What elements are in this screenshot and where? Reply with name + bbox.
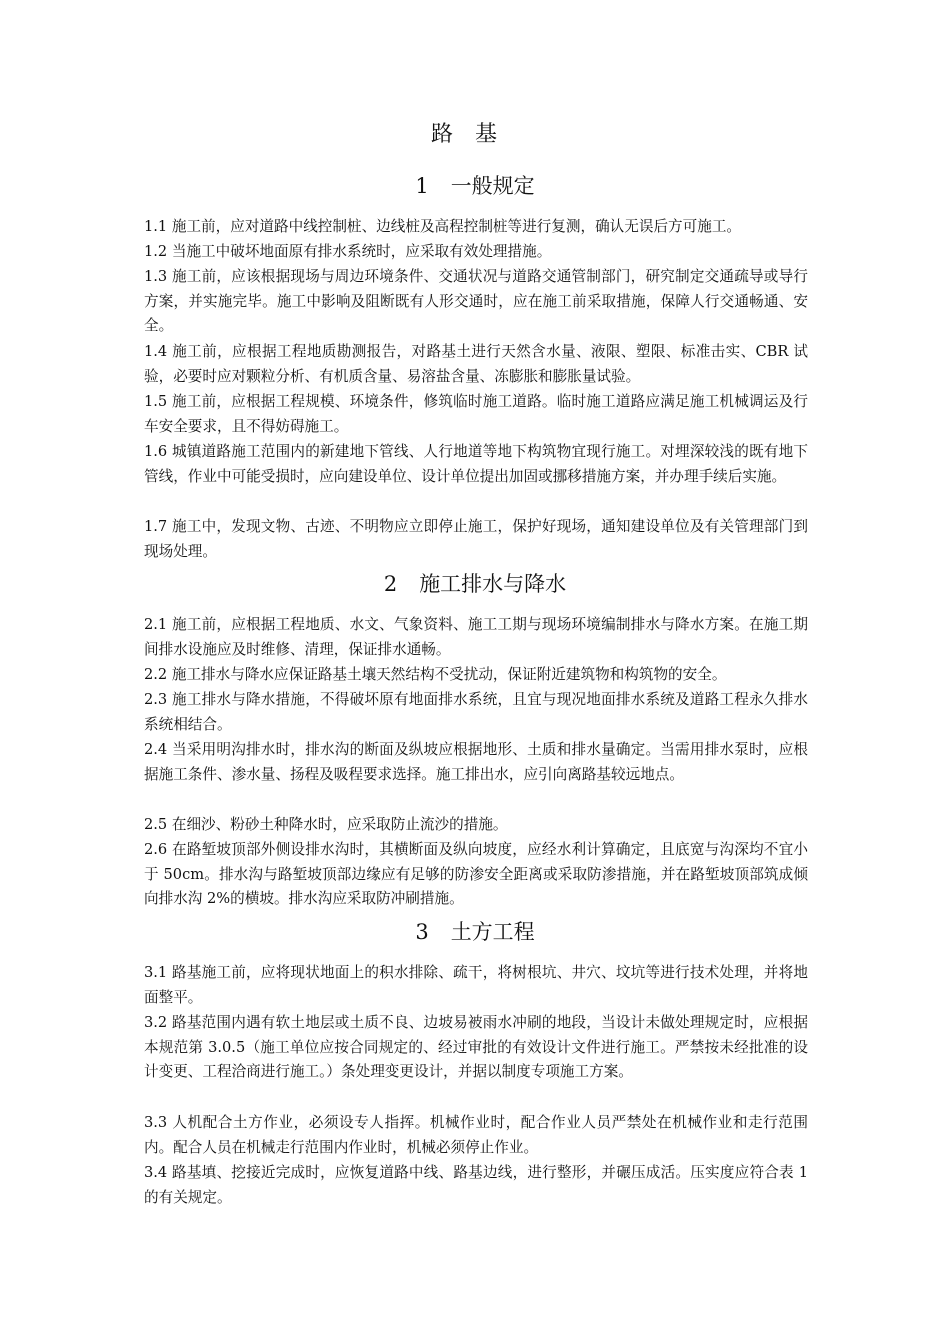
paragraph-1-2: 1.2 当施工中破坏地面原有排水系统时，应采取有效处理措施。 — [144, 243, 552, 260]
paragraph-2-5: 2.5 在细沙、粉砂土种降水时，应采取防止流沙的措施。 — [144, 816, 508, 833]
paragraph-1-6: 1.6 城镇道路施工范围内的新建地下管线、人行地道等地下构筑物宜现行施工。对埋深较浅的既有地下管线，作业中可能受损时，应向建设单位、设计单位提出加固或挪移措施方案，并办理手续后实施。 — [144, 443, 808, 485]
paragraph-3-4: 3.4 路基填、挖接近完成时，应恢复道路中线、路基边线，进行整形，并碾压成活。压实度应符合表 1 的有关规定。 — [144, 1164, 808, 1206]
paragraph-2-6: 2.6 在路堑坡顶部外侧设排水沟时，其横断面及纵向坡度，应经水利计算确定，且底宽与沟深均不宜小于 50cm。排水沟与路堑坡顶部边缘应有足够的防渗安全距离或采取防渗措施，并在路堑坡顶部筑成倾向排水沟 2%的横坡。排水沟应采取防冲刷措施。 — [144, 841, 808, 908]
page-title: 路基 — [430, 122, 519, 147]
section-number: 2 — [383, 572, 398, 596]
section-title: 一般规定 — [450, 174, 535, 198]
paragraph-1-3: 1.3 施工前，应该根据现场与周边环境条件、交通状况与道路交通管制部门，研究制定交通疏导或导行方案，并实施完毕。施工中影响及阻断既有人形交通时，应在施工前采取措施，保障人行交通畅通、安全。 — [144, 268, 808, 335]
paragraph-2-3: 2.3 施工排水与降水措施，不得破坏原有地面排水系统，且宜与现况地面排水系统及道路工程永久排水系统相结合。 — [144, 691, 808, 733]
section-heading-2 — [0, 570, 950, 598]
section-number: 1 — [415, 174, 429, 198]
paragraph-3-1: 3.1 路基施工前，应将现状地面上的积水排除、疏干，将树根坑、井穴、坟坑等进行技术处理，并将地面整平。 — [144, 964, 808, 1006]
paragraph-1-5: 1.5 施工前，应根据工程规模、环境条件，修筑临时施工道路。临时施工道路应满足施工机械调运及行车安全要求，且不得妨碍施工。 — [144, 393, 808, 435]
paragraph-2-1: 2.1 施工前，应根据工程地质、水文、气象资料、施工工期与现场环境编制排水与降水方案。在施工期间排水设施应及时维修、清理，保证排水通畅。 — [144, 616, 808, 658]
paragraph-1-1: 1.1 施工前，应对道路中线控制桩、边线桩及高程控制桩等进行复测，确认无误后方可施工。 — [144, 218, 742, 235]
section-number: 3 — [415, 920, 429, 944]
paragraph-3-3: 3.3 人机配合土方作业，必须设专人指挥。机械作业时，配合作业人员严禁处在机械作业和走行范围内。配合人员在机械走行范围内作业时，机械必须停止作业。 — [144, 1114, 808, 1156]
paragraph-1-4: 1.4 施工前，应根据工程地质勘测报告，对路基土进行天然含水量、液限、塑限、标准击实、CBR 试验，必要时应对颗粒分析、有机质含量、易溶盐含量、冻膨胀和膨胀量试验。 — [144, 343, 808, 385]
section-heading-1 — [0, 172, 950, 200]
paragraph-1-7: 1.7 施工中，发现文物、古迹、不明物应立即停止施工，保护好现场，通知建设单位及有关管理部门到现场处理。 — [144, 518, 808, 560]
paragraph-2-2: 2.2 施工排水与降水应保证路基土壤天然结构不受扰动，保证附近建筑物和构筑物的安全。 — [144, 666, 727, 683]
section-title: 土方工程 — [450, 920, 535, 944]
section-title: 施工排水与降水 — [419, 572, 567, 596]
section-heading-3 — [0, 918, 950, 946]
paragraph-2-4: 2.4 当采用明沟排水时，排水沟的断面及纵坡应根据地形、土质和排水量确定。当需用排水泵时，应根据施工条件、渗水量、扬程及吸程要求选择。施工排出水，应引向离路基较远地点。 — [144, 741, 808, 783]
paragraph-3-2: 3.2 路基范围内遇有软土地层或土质不良、边坡易被雨水冲刷的地段，当设计未做处理规定时，应根据本规范第 3.0.5（施工单位应按合同规定的、经过审批的有效设计文件进行施工。严禁按未经批准的设计变更、工程洽商进行施工。）条处理变更设计，并据以制度专项施工方案。 — [144, 1014, 808, 1081]
